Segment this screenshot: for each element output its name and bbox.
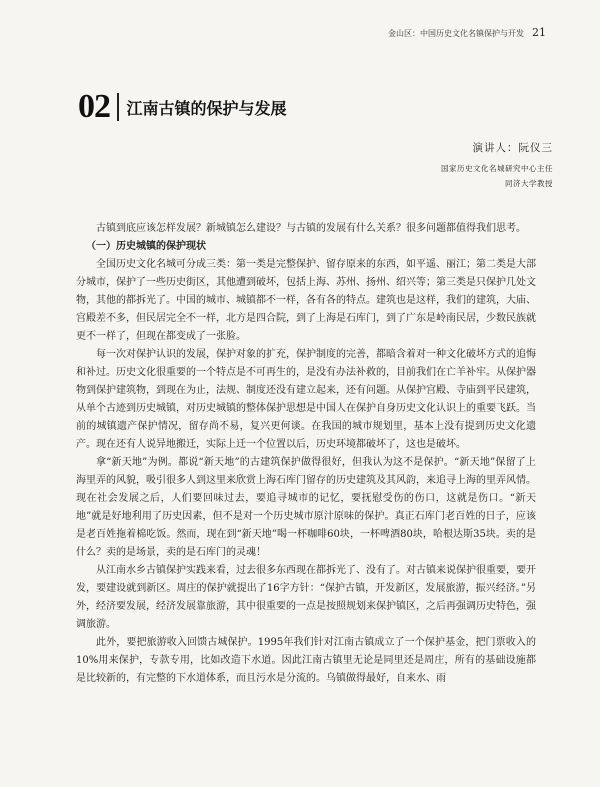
running-header (388, 26, 546, 39)
section-heading: （一）历史城镇的保护现状 (86, 241, 206, 252)
author-affiliation-2: 同济大学教授 (505, 179, 553, 188)
author-affiliation-1: 国家历史文化名城研究中心主任 (441, 164, 553, 173)
article-body (76, 220, 536, 688)
paragraph: 从江南水乡古镇保护实践来看，过去很多东西现在都拆光了、没有了。对古镇来说保护很重要，要开发，要建设就到新区。周庄的保护就提出了16字方针：“保护古镇，开发新区，发展旅游，振兴经济。”另外，经济要发展，经济发展靠旅游，其中很重要的一点是按照规划来保护镇区，之后再强调历史特色，强调旅游。 (76, 565, 536, 630)
running-title: 金山区：中国历史文化名镇保护与开发 (388, 29, 524, 38)
speaker-name: 演讲人：阮仪三 (472, 142, 553, 154)
author-block (441, 140, 553, 189)
paragraph: 全国历史文化名城可分成三类：第一类是完整保护、留存原来的东西，如平遥、丽江；第二类是大部分城市，保护了一些历史街区，其他遭到破坏，包括上海、苏州、扬州、绍兴等；第三类是只保护几处文物，其他的都拆光了。中国的城市、城镇都不一样，各有各的特点。建筑也是这样，我们的建筑，大庙、宫殿差不多，但民居完全不一样，北方是四合院，到了上海是石库门，到了广东是岭南民居，少数民族就更不一样了，但现在都变成了一张脸。 (76, 259, 536, 342)
chapter-heading (78, 90, 287, 124)
paragraph: 拿“新天地”为例。都说“新天地”的古建筑保护做得很好，但我认为这不是保护。“新天地”保留了上海里弄的风貌，吸引很多人到这里来欣赏上海石库门留存的历史建筑及其风韵，来追寻上海的里弄风情。现在社会发展之后，人们要回味过去，要追寻城市的记忆，要抚慰受伤的伤口，这就是伤口。“新天地”就是好地利用了历史因素，但不是对一个历史城市原汁原味的保护。真正石库门老百姓的日子，应该是老百姓拖着棉吃饭。然而，现在到“新天地”喝一杯咖啡60块，一杯啤酒80块，哈根达斯35块。卖的是什么？卖的是场景，卖的是石库门的灵魂！ (76, 457, 536, 558)
chapter-title: 江南古镇的保护与发展 (126, 98, 287, 118)
page-number: 21 (532, 26, 546, 39)
chapter-divider (117, 93, 119, 121)
chapter-number: 02 (78, 88, 110, 125)
paragraph: 此外，要把旅游收入回馈古城保护。1995年我们针对江南古镇成立了一个保护基金，把门票收入的10%用来保护，专款专用，比如改造下水道。因此江南古镇里无论是同里还是周庄，所有的基础设施都是比较新的，有完整的下水道体系，而且污水是分流的。乌镇做得最好，自来水、雨 (76, 637, 536, 684)
paragraph: 每一次对保护认识的发展，保护对象的扩充，保护制度的完善，都暗含着对一种文化破坏方式的追悔和补过。历史文化很重要的一个特点是不可再生的，是没有办法补救的，目前我们在亡羊补牢。从保护器物到保护建筑物，到现在为止，法规、制度还没有建立起来，还有问题。从保护宫殿、寺庙到平民建筑，从单个古迹到历史城镇，对历史城镇的整体保护思想是中国人在保护自身历史文化认识上的重要飞跃。当前的城镇遗产保护情况，留存尚不易，复兴更何谈。在我国的城市规划里，基本上没有提到历史文化遗产。现在还有人说异地搬迁，实际上迁一个位置以后，历史环境都破坏了，这也是破坏。 (76, 349, 536, 450)
intro-paragraph: 古镇到底应该怎样发展？新城镇怎么建设？与古镇的发展有什么关系？很多问题都值得我们思考。 (96, 223, 526, 234)
